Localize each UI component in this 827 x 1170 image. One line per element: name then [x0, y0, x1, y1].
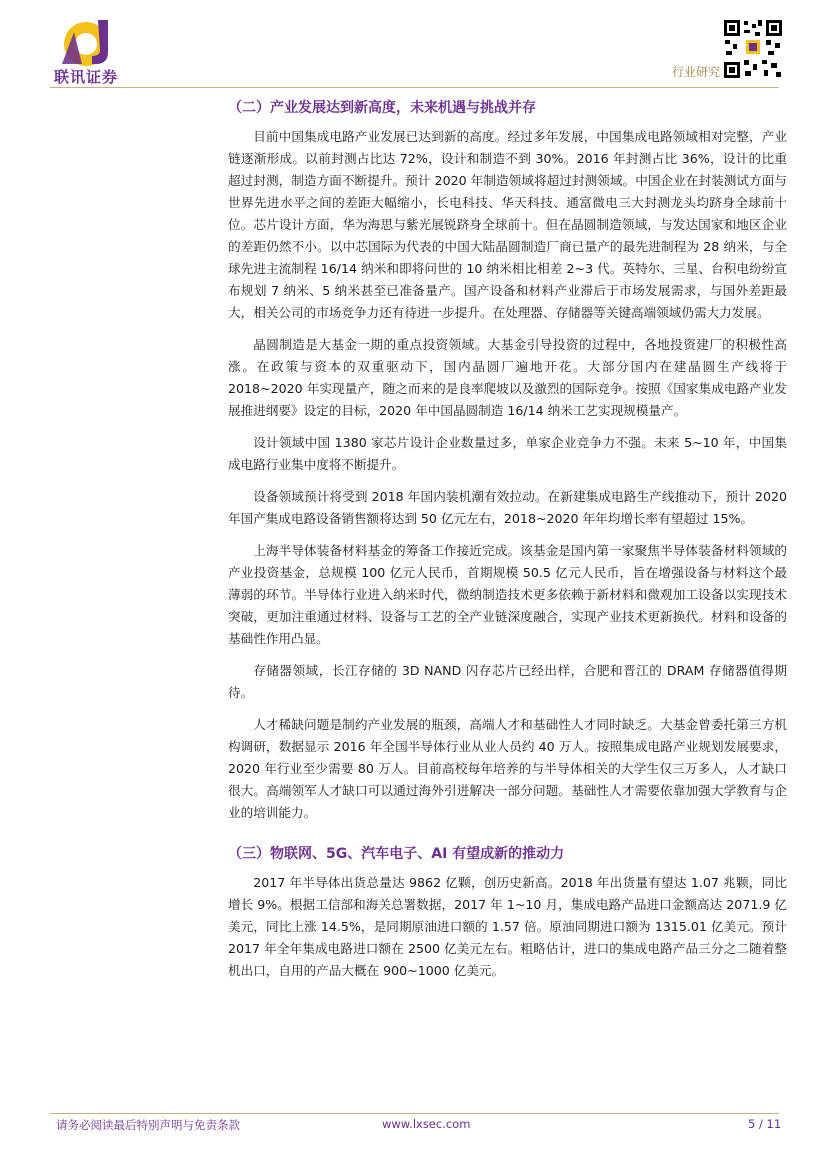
page-number: 5 / 11 — [748, 1117, 782, 1131]
paragraph: 上海半导体装备材料基金的筹备工作接近完成。该基金是国内第一家聚焦半导体装备材料领域的产业投资基金，总规模 100 亿元人民币，首期规模 50.5 亿元人民币，旨在增强设备与材料这个最薄弱的环节。半导体行业进入纳米时代，微纳制造技术更多依赖于新材料和微观加工设备以实现技术突破，更加注重通过材料、设备与工艺的全产业链深度融合，实现产业技术更新换代。材料和设备的基础性作用凸显。 — [228, 543, 787, 646]
paragraph: 设备领域预计将受到 2018 年国内装机潮有效拉动。在新建集成电路生产线推动下，预计 2020 年国产集成电路设备销售额将达到 50 亿元左右，2018~2020 年年均增长率有望超过 15%。 — [228, 489, 787, 526]
paragraph: 存储器领域，长江存储的 3D NAND 闪存芯片已经出样，合肥和晋江的 DRAM 存储器值得期待。 — [228, 663, 787, 700]
report-category: 行业研究 — [672, 65, 721, 79]
paragraph: 目前中国集成电路产业发展已达到新的高度。经过多年发展，中国集成电路领域相对完整，产业链逐渐形成。以前封测占比达 72%，设计和制造不到 30%。2016 年封测占比 36%，设计的比重超过封测，制造方面不断提升。预计 2020 年制造领域将超过封测领域。中国企业在封装测试方面与世界先进水平之间的差距大幅缩小，长电科技、华天科技、通富微电三大封测龙头均跻身全球前十位。芯片设计方面，华为海思与紫光展锐跻身全球前十。但在晶圆制造领域，与发达国家和地区企业的差距仍然不小。以中芯国际为代表的中国大陆晶圆制造厂商已量产的最先进制程为 28 纳米，与全球先进主流制程 16/14 纳米和即将问世的 10 纳米相比相差 2~3 代。英特尔、三星、台积电纷纷宣布规划 7 纳米、5 纳米甚至已准备量产。国产设备和材料产业滞后于市场发展需求，与国外差距最大，相关公司的市场竞争力还有待进一步提升。在处理器、存储器等关键高端领域仍需大力发展。 — [228, 129, 787, 320]
website-link[interactable]: www.lxsec.com — [382, 1117, 471, 1131]
paragraph: 人才稀缺问题是制约产业发展的瓶颈，高端人才和基础性人才同时缺乏。大基金曾委托第三方机构调研，数据显示 2016 年全国半导体行业从业人员约 40 万人。按照集成电路产业规划发展要求，2020 年行业至少需要 80 万人。目前高校每年培养的与半导体相关的大学生仅三万多人，人才缺口很大。高端领军人才缺口可以通过海外引进解决一部分问题。基础性人才需要依靠加强大学教育与企业的培训能力。 — [228, 717, 787, 820]
logo-text: 联讯证券 — [54, 68, 119, 86]
section-title-2: （二）产业发展达到新高度，未来机遇与挑战并存 — [228, 100, 536, 116]
paragraph: 晶圆制造是大基金一期的重点投资领域。大基金引导投资的过程中，各地投资建厂的积极性高涨。在政策与资本的双重驱动下，国内晶圆厂遍地开花。大部分国内在建晶圆生产线将于 2018~2020 年实现量产，随之而来的是良率爬坡以及激烈的国际竞争。按照《国家集成电路产业发展推进纲要》设定的目标，2020 年中国晶圆制造 16/14 纳米工艺实现规模量产。 — [228, 337, 787, 418]
header-divider — [50, 87, 779, 88]
paragraph: 2017 年半导体出货总量达 9862 亿颗，创历史新高。2018 年出货量有望达 1.07 兆颗，同比增长 9%。根据工信部和海关总署数据，2017 年 1~10 月，集成电路产品进口金额高达 2071.9 亿美元，同比上涨 14.5%，是同期原油进口额的 1.57 倍。原油同期进口额为 1315.01 亿美元。预计 2017 年全年集成电路进口额在 2500 亿美元左右。粗略估计，进口的集成电路产品三分之二随着整机出口，自用的产品大概在 900~1000 亿美元。 — [228, 875, 787, 978]
qr-code-icon — [722, 18, 784, 80]
section-title-3: （三）物联网、5G、汽车电子、AI 有望成新的推动力 — [228, 846, 565, 862]
main-content — [228, 96, 787, 982]
footer-divider — [50, 1113, 779, 1114]
paragraph: 设计领域中国 1380 家芯片设计企业数量过多，单家企业竞争力不强。未来 5~10 年，中国集成电路行业集中度将不断提升。 — [228, 435, 787, 472]
disclaimer-link[interactable]: 请务必阅读最后特别声明与免责条款 — [56, 1118, 240, 1132]
